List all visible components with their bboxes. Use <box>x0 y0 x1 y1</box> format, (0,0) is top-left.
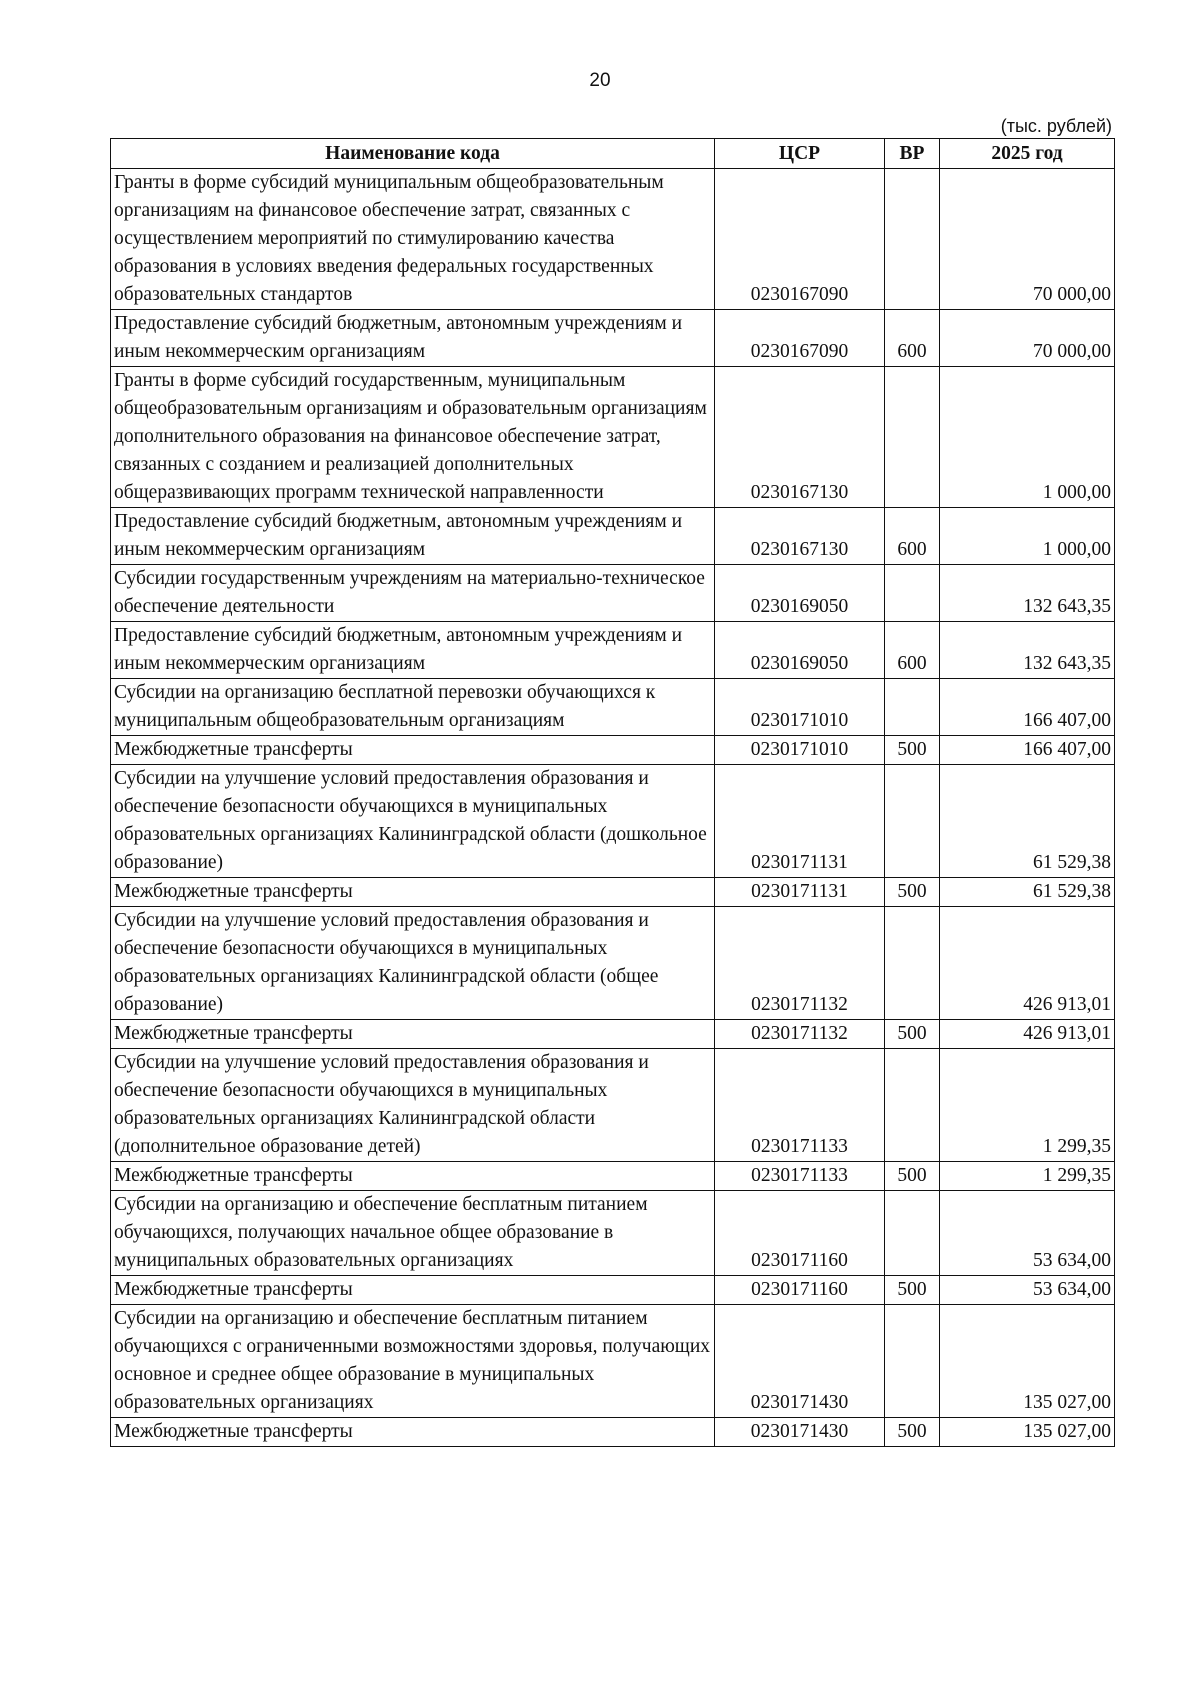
row-vr <box>885 1305 940 1418</box>
table-row <box>111 622 1115 679</box>
table-row <box>111 1049 1115 1162</box>
page-number: 20 <box>589 70 611 91</box>
row-sum: 132 643,35 <box>940 622 1115 679</box>
row-csr: 0230171133 <box>715 1162 885 1191</box>
table-row <box>111 736 1115 765</box>
row-name: Предоставление субсидий бюджетным, автономным учреждениям и иным некоммерческим организациям <box>111 508 715 565</box>
row-csr: 0230171132 <box>715 907 885 1020</box>
row-name: Субсидии государственным учреждениям на материально-техническое обеспечение деятельности <box>111 565 715 622</box>
row-csr: 0230171133 <box>715 1049 885 1162</box>
row-name: Межбюджетные трансферты <box>111 1276 715 1305</box>
row-csr: 0230171160 <box>715 1276 885 1305</box>
row-name: Предоставление субсидий бюджетным, автономным учреждениям и иным некоммерческим организациям <box>111 310 715 367</box>
budget-table <box>110 138 1115 1447</box>
row-vr: 500 <box>885 736 940 765</box>
row-name: Межбюджетные трансферты <box>111 1020 715 1049</box>
row-csr: 0230171131 <box>715 765 885 878</box>
row-vr: 600 <box>885 508 940 565</box>
row-name: Субсидии на улучшение условий предоставления образования и обеспечение безопасности обучающихся в муниципальных образовательных организациях Калининградской области (дополнительное образование детей) <box>111 1049 715 1162</box>
header-vr: ВР <box>885 139 940 169</box>
row-sum: 70 000,00 <box>940 169 1115 310</box>
row-vr <box>885 907 940 1020</box>
row-vr: 500 <box>885 1162 940 1191</box>
row-sum: 166 407,00 <box>940 679 1115 736</box>
row-vr: 600 <box>885 622 940 679</box>
row-sum: 135 027,00 <box>940 1418 1115 1447</box>
table-row <box>111 367 1115 508</box>
row-sum: 1 000,00 <box>940 367 1115 508</box>
table-row <box>111 169 1115 310</box>
table-row <box>111 765 1115 878</box>
row-vr: 500 <box>885 1418 940 1447</box>
row-sum: 426 913,01 <box>940 907 1115 1020</box>
row-vr: 500 <box>885 878 940 907</box>
row-name: Предоставление субсидий бюджетным, автономным учреждениям и иным некоммерческим организациям <box>111 622 715 679</box>
row-vr <box>885 679 940 736</box>
row-sum: 1 299,35 <box>940 1162 1115 1191</box>
row-csr: 0230171160 <box>715 1191 885 1276</box>
row-vr <box>885 765 940 878</box>
table-row <box>111 878 1115 907</box>
units-label: (тыс. рублей) <box>1000 116 1112 136</box>
row-sum: 53 634,00 <box>940 1191 1115 1276</box>
table-row <box>111 1305 1115 1418</box>
row-csr: 0230171430 <box>715 1305 885 1418</box>
row-sum: 53 634,00 <box>940 1276 1115 1305</box>
table-row <box>111 679 1115 736</box>
row-csr: 0230171131 <box>715 878 885 907</box>
table-row <box>111 907 1115 1020</box>
row-sum: 61 529,38 <box>940 878 1115 907</box>
header-sum: 2025 год <box>940 139 1115 169</box>
table-row <box>111 1191 1115 1276</box>
row-sum: 132 643,35 <box>940 565 1115 622</box>
row-csr: 0230167090 <box>715 310 885 367</box>
row-name: Межбюджетные трансферты <box>111 1418 715 1447</box>
row-vr: 500 <box>885 1020 940 1049</box>
row-vr: 500 <box>885 1276 940 1305</box>
table-row <box>111 1020 1115 1049</box>
row-name: Гранты в форме субсидий муниципальным общеобразовательным организациям на финансовое обеспечение затрат, связанных с осуществлением мероприятий по стимулированию качества образования в условиях введения федеральных государственных образовательных стандартов <box>111 169 715 310</box>
row-vr <box>885 367 940 508</box>
row-name: Межбюджетные трансферты <box>111 1162 715 1191</box>
row-sum: 70 000,00 <box>940 310 1115 367</box>
row-sum: 1 299,35 <box>940 1049 1115 1162</box>
row-vr <box>885 169 940 310</box>
table-row <box>111 508 1115 565</box>
row-vr <box>885 565 940 622</box>
row-name: Субсидии на организацию бесплатной перевозки обучающихся к муниципальным общеобразовательным организациям <box>111 679 715 736</box>
row-name: Межбюджетные трансферты <box>111 736 715 765</box>
row-sum: 166 407,00 <box>940 736 1115 765</box>
row-vr <box>885 1049 940 1162</box>
header-csr: ЦСР <box>715 139 885 169</box>
header-name: Наименование кода <box>111 139 715 169</box>
row-csr: 0230171010 <box>715 736 885 765</box>
row-csr: 0230169050 <box>715 565 885 622</box>
row-csr: 0230167090 <box>715 169 885 310</box>
row-csr: 0230171430 <box>715 1418 885 1447</box>
row-name: Субсидии на организацию и обеспечение бесплатным питанием обучающихся с ограниченными возможностями здоровья, получающих основное и среднее общее образование в муниципальных образовательных организациях <box>111 1305 715 1418</box>
row-vr: 600 <box>885 310 940 367</box>
table-row <box>111 310 1115 367</box>
row-name: Субсидии на улучшение условий предоставления образования и обеспечение безопасности обучающихся в муниципальных образовательных организациях Калининградской области (дошкольное образование) <box>111 765 715 878</box>
row-csr: 0230171010 <box>715 679 885 736</box>
row-name: Межбюджетные трансферты <box>111 878 715 907</box>
table-row <box>111 1162 1115 1191</box>
row-vr <box>885 1191 940 1276</box>
row-csr: 0230167130 <box>715 508 885 565</box>
row-sum: 135 027,00 <box>940 1305 1115 1418</box>
row-sum: 426 913,01 <box>940 1020 1115 1049</box>
table-header-row <box>111 139 1115 169</box>
row-sum: 1 000,00 <box>940 508 1115 565</box>
row-name: Субсидии на организацию и обеспечение бесплатным питанием обучающихся, получающих начальное общее образование в муниципальных образовательных организациях <box>111 1191 715 1276</box>
table-row <box>111 565 1115 622</box>
row-csr: 0230167130 <box>715 367 885 508</box>
row-csr: 0230171132 <box>715 1020 885 1049</box>
table-row <box>111 1276 1115 1305</box>
row-name: Гранты в форме субсидий государственным, муниципальным общеобразовательным организациям и образовательным организациям дополнительного образования на финансовое обеспечение затрат, связанных с созданием и реализацией дополнительных общеразвивающих программ технической направленности <box>111 367 715 508</box>
row-sum: 61 529,38 <box>940 765 1115 878</box>
row-name: Субсидии на улучшение условий предоставления образования и обеспечение безопасности обучающихся в муниципальных образовательных организациях Калининградской области (общее образование) <box>111 907 715 1020</box>
row-csr: 0230169050 <box>715 622 885 679</box>
table-row <box>111 1418 1115 1447</box>
